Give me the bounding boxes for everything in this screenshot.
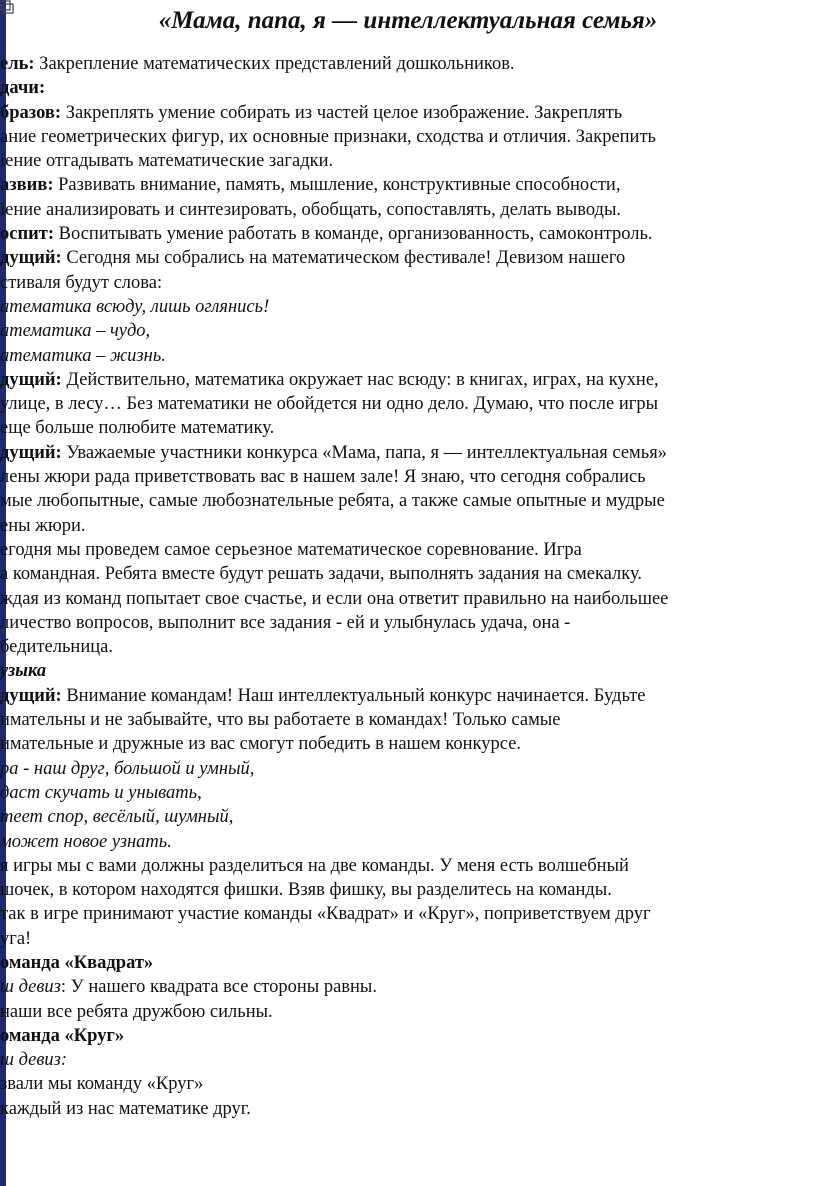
text-line [0, 635, 808, 659]
line-text: ены жюри. [0, 515, 86, 536]
line-text: я игры мы с вами должны разделиться на две команды. У меня есть волшебный [0, 855, 629, 876]
line-text: имательны и не забывайте, что вы работаете в командах! Только самые [0, 710, 561, 731]
text-line [0, 805, 808, 829]
text-line [0, 878, 808, 902]
line-text: улице, в лесу… Без математики не обойдется ни одно дело. Думаю, что после игры [0, 394, 659, 415]
line-text: мые любопытные, самые любознательные ребята, а также самые опытные и мудрые [0, 491, 665, 512]
text-line [0, 684, 808, 708]
text-line [0, 173, 808, 197]
line-text: Воспитывать умение работать в команде, организованность, самоконтроль. [54, 224, 653, 245]
line-text: теет спор, весёлый, шумный, [0, 807, 234, 828]
line-text: звали мы команду «Круг» [0, 1074, 204, 1095]
line-text: іение анализировать и синтезировать, обобщать, сопоставлять, делать выводы. [0, 199, 622, 220]
text-line [0, 101, 808, 125]
text-line [0, 1072, 808, 1096]
line-text: атематика – жизнь. [0, 345, 166, 366]
line-text: каждый из нас математике друг. [0, 1098, 251, 1119]
text-line [0, 1048, 808, 1072]
line-text: : У нашего квадрата все стороны равны. [60, 977, 377, 998]
line-text: ш девиз: [0, 1050, 68, 1071]
text-line [0, 149, 808, 173]
text-line [0, 757, 808, 781]
line-label: ель: [0, 54, 35, 74]
text-line [0, 1097, 808, 1121]
text-line [0, 392, 808, 416]
text-line [0, 1000, 808, 1024]
line-text: атематика всюду, лишь оглянись! [0, 296, 270, 317]
line-text: узыка [0, 661, 47, 682]
line-text: атематика – чудо, [0, 321, 151, 342]
text-line [0, 854, 808, 878]
text-line [0, 902, 808, 926]
text-line [0, 830, 808, 854]
document-body [0, 52, 808, 1186]
line-text: лены жюри рада приветствовать вас в нашем зале! Я знаю, что сегодня собрались [0, 467, 646, 488]
text-line [0, 344, 808, 368]
line-label: дущий: [0, 685, 62, 706]
line-text: а командная. Ребята вместе будут решать задачи, выполнять задания на смекалку. [0, 564, 643, 585]
line-label: бразов: [0, 102, 62, 123]
line-text: стиваля будут слова: [0, 272, 163, 293]
text-line [0, 319, 808, 343]
line-label: дущий: [0, 442, 62, 463]
text-line [0, 489, 808, 513]
line-text: Уважаемые участники конкурса «Мама, папа, я — интеллектуальная семья» [61, 442, 667, 463]
line-text: шочек, в котором находятся фишки. Взяв фишку, вы разделитесь на команды. [0, 880, 612, 901]
text-line [0, 975, 808, 999]
line-text: наши все ребята дружбою сильны. [0, 1001, 273, 1022]
line-text: личество вопросов, выполнит все задания - ей и улыбнулась удача, она - [0, 612, 571, 633]
line-text: іение отгадывать математические загадки. [0, 151, 334, 172]
text-line [0, 927, 808, 951]
text-line [0, 246, 808, 270]
line-label: дущий: [0, 248, 62, 269]
line-text: Сегодня мы собрались на математическом фестивале! Девизом нашего [61, 248, 626, 269]
text-line [0, 781, 808, 805]
line-text: Закрепление математических представлений дошкольников. [34, 54, 515, 74]
line-text: егодня мы проведем самое серьезное математическое соревнование. Игра [0, 539, 582, 560]
text-line [0, 951, 808, 975]
text-line [0, 368, 808, 392]
line-text: ра - наш друг, большой и умный, [0, 758, 255, 779]
line-text: даст скучать и унывать, [0, 782, 202, 803]
text-line [0, 198, 808, 222]
line-text: Развивать внимание, память, мышление, конструктивные способности, [53, 175, 621, 196]
line-text: Закреплять умение собирать из частей целое изображение. Закреплять [61, 102, 623, 123]
text-line [0, 125, 808, 149]
line-text: ждая из команд попытает свое счастье, и если она ответит правильно на наибольшее [0, 588, 669, 609]
line-text: уга! [0, 928, 32, 949]
line-text: имательные и дружные из вас смогут победить в нашем конкурсе. [0, 734, 522, 755]
text-line [0, 416, 808, 440]
line-text: Внимание командам! Наш интеллектуальный конкурс начинается. Будьте [61, 685, 646, 706]
text-line [0, 538, 808, 562]
text-line [0, 1024, 808, 1048]
line-text: оманда «Круг» [0, 1025, 125, 1046]
line-label: оспит: [0, 224, 55, 245]
document-title: «Мама, папа, я — интеллектуальная семья» [158, 7, 658, 34]
line-text: оманда «Квадрат» [0, 952, 154, 973]
text-line [0, 271, 808, 295]
line-label: дущий: [0, 369, 62, 390]
text-line [0, 659, 808, 683]
text-line [0, 732, 808, 756]
line-label: ш девиз [0, 977, 61, 998]
text-line [0, 52, 808, 76]
line-label: дачи: [0, 78, 46, 99]
line-label: азвив: [0, 175, 54, 196]
text-line [0, 708, 808, 732]
text-line [0, 587, 808, 611]
text-line [0, 222, 808, 246]
line-text: Действительно, математика окружает нас всюду: в книгах, играх, на кухне, [61, 369, 659, 390]
line-text: еще больше полюбите математику. [0, 418, 275, 439]
text-line [0, 76, 808, 100]
text-line [0, 562, 808, 586]
text-line [0, 441, 808, 465]
text-line [0, 465, 808, 489]
line-text: так в игре принимают участие команды «Квадрат» и «Круг», поприветствуем друг [0, 904, 651, 925]
text-line [0, 514, 808, 538]
line-text: бедительница. [0, 637, 113, 658]
line-text: может новое узнать. [0, 831, 172, 852]
text-line [0, 295, 808, 319]
text-line [0, 611, 808, 635]
line-text: ание геометрических фигур, их основные признаки, сходства и отличия. Закрепить [0, 126, 656, 147]
